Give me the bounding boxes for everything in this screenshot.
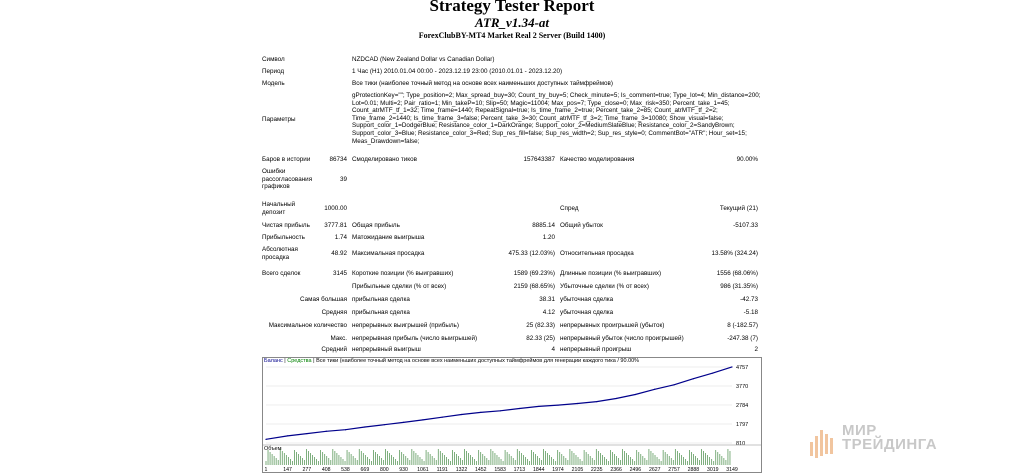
x-tick-label: 2757	[668, 467, 680, 473]
average-loss-value: -5.18	[743, 309, 758, 316]
balance-point	[519, 408, 520, 409]
y-tick-label: 3770	[736, 384, 749, 391]
period-label: Период	[262, 68, 285, 75]
bars-label: Баров в истории	[262, 156, 311, 163]
short-label: Короткие позиции (% выигравших)	[352, 270, 454, 277]
symbol-label: Символ	[262, 56, 285, 63]
balance-point	[673, 384, 674, 385]
maxcount-losses-label: непрерывных проигрышей (убыток)	[560, 322, 665, 329]
balance-point	[635, 394, 636, 395]
spread-value: Текущий (21)	[719, 205, 758, 212]
x-tick-label: 2366	[610, 467, 622, 473]
balance-point	[693, 378, 694, 379]
grossloss-label: Общий убыток	[560, 222, 603, 229]
balance-point	[712, 373, 713, 374]
short-value: 1589 (69.23%)	[513, 270, 555, 277]
balance-point	[538, 406, 539, 407]
params-label: Параметры	[262, 116, 296, 123]
maxdd-value: 475.33 (12.03%)	[508, 250, 555, 257]
balance-point	[265, 439, 266, 440]
x-tick-label: 538	[341, 467, 350, 473]
long-value: 1556 (68.06%)	[716, 270, 758, 277]
balance-point	[403, 422, 404, 423]
avg-losses-label: непрерывный проигрыш	[560, 346, 632, 353]
quality-value: 90.00%	[736, 156, 758, 163]
x-tick-label: 3149	[726, 467, 738, 473]
x-tick-label: 277	[302, 467, 312, 473]
x-tick-label: 800	[379, 467, 389, 473]
balance-point	[306, 433, 307, 434]
x-tick-label: 2235	[590, 467, 603, 473]
x-tick-label: 3019	[706, 467, 719, 473]
x-tick-label: 2105	[571, 467, 584, 473]
balance-point	[596, 401, 597, 402]
balance-point	[461, 414, 462, 415]
largest-loss-label: убыточная сделка	[560, 296, 614, 303]
balance-point	[731, 366, 732, 367]
balance-point	[287, 435, 288, 436]
trades-value: 3145	[332, 270, 347, 277]
grossprofit-value: 8885.14	[532, 222, 555, 229]
largest-profit-label: прибыльная сделка	[352, 296, 410, 303]
max-wins-label: непрерывная прибыль (число выигрышей)	[352, 335, 478, 342]
balance-line	[266, 367, 732, 439]
volume-label: Объем	[264, 446, 282, 452]
grossprofit-label: Общая прибыль	[352, 222, 400, 229]
x-tick-label: 1	[264, 467, 268, 473]
server-name: ForexClubBY-MT4 Market Real 2 Server (Build 1400)	[418, 31, 606, 40]
balance-point	[345, 429, 346, 430]
model-value: Все тики (наиболее точный метод на основе всех наименьших доступных таймфреймов)	[352, 80, 613, 87]
x-tick-label: 1974	[552, 467, 564, 473]
largest-profit-value: 38.31	[539, 296, 555, 303]
ticks-label: Смоделировано тиков	[352, 156, 417, 163]
profit-trades-value: 2159 (68.65%)	[513, 283, 555, 290]
x-tick-label: 930	[399, 467, 408, 473]
loss-trades-value: 986 (31.35%)	[720, 283, 758, 290]
balance-point	[577, 403, 578, 404]
avg-label: Средний	[321, 346, 347, 353]
y-tick-label: 2784	[736, 402, 749, 409]
x-tick-label: 1061	[417, 467, 429, 473]
deposit-value: 1000.00	[324, 205, 347, 212]
balance-point	[422, 419, 423, 420]
max-losses-label: непрерывный убыток (число проигрышей)	[560, 335, 684, 342]
maxcount-losses-value: 8 (-182.57)	[727, 322, 758, 329]
logo-candles-icon	[808, 424, 840, 464]
deposit-label: Начальный депозит	[262, 201, 296, 216]
balance-point	[500, 410, 501, 411]
expert-name: ATR_v1.34-at	[474, 15, 550, 30]
largest-loss-value: -42.73	[740, 296, 758, 303]
x-tick-label: 2888	[687, 467, 700, 473]
spread-label: Спред	[560, 205, 579, 212]
absdd-value: 48.92	[331, 250, 347, 257]
chart-legend: Баланс | Средства | Все тики (наиболее точный метод на основе всех наименьших доступных таймфреймов для генерации каждого тика / 90.00%	[264, 358, 640, 364]
report-title: Strategy Tester Report	[429, 0, 595, 15]
x-tick-label: 2496	[629, 467, 642, 473]
balance-point	[442, 417, 443, 418]
trades-label: Всего сделок	[262, 270, 301, 277]
balance-point	[364, 426, 365, 427]
profit-trades-label: Прибыльные сделки (% от всех)	[352, 283, 447, 290]
balance-point	[326, 431, 327, 432]
x-tick-label: 1844	[533, 467, 545, 473]
ticks-value: 157643387	[523, 156, 555, 163]
long-label: Длинные позиции (% выигравших)	[560, 270, 662, 277]
logo-line-1: МИР	[842, 422, 877, 439]
avg-wins-label: непрерывный выигрыш	[352, 346, 421, 353]
balance-point	[384, 424, 385, 425]
max-wins-value: 82.33 (25)	[526, 335, 555, 342]
errors-value: 39	[339, 176, 347, 183]
maxcount-wins-value: 25 (82.33)	[526, 322, 555, 329]
expect-label: Матожидание выигрыша	[352, 234, 425, 241]
legend-balance: Баланс	[264, 358, 283, 364]
loss-trades-label: Убыточные сделки (% от всех)	[560, 283, 649, 290]
x-tick-label: 669	[360, 467, 370, 473]
netprofit-value: 3777.81	[324, 222, 347, 229]
pf-label: Прибыльность	[262, 234, 305, 241]
x-tick-label: 2627	[648, 467, 661, 473]
balance-point	[480, 412, 481, 413]
params-value: gProtectionKey=""; Type_position=2; Max_spread_buy=30; Count_try_buy=5; Check_minute=5; Is_comment=true; Type_lot=4; Min_distance=200; Lot=0.01; Multi=2; Pair_ratio=1; Min_takeP=10; Slip=50; Magic=11004; Max_pos=7; Type_close=0; Max_risk=350; Percent_take_1=45; Count_atrMTF_tf_1=32; Time_frame=1440; RepeatSignal=true; Is_time_frame_2=true; Percent_take_2=85; Count_atrMTF_tf_2=2; Time_frame_2=1440; Is_time_frame_3=false; Percent_take_3=30; Count_atrMTF_tf_3=2; Time_frame_3=10080; Show_visual=false; Support_color_1=DodgerBlue; Resistance_color_1=DarkOrange; Support_color_2=MediumSlateBlue; Resistance_color_2=SandyBrown; Support_color_3=Blue; Resistance_color_3=Red; Sup_res_fill=false; Sup_res_width=2; Sup_res_style=0; CommentBot="ATR"; Hour_set=15; Meas_Drawdown=false;	[352, 92, 761, 145]
average-loss-label: убыточная сделка	[560, 309, 614, 316]
avg-losses-value: 2	[754, 346, 758, 353]
x-tick-label: 147	[283, 467, 292, 473]
expect-value: 1.20	[542, 234, 555, 241]
y-tick-label: 4757	[736, 365, 749, 371]
absdd-label: Абсолютная просадка	[262, 246, 298, 261]
average-label: Средняя	[321, 309, 347, 316]
netprofit-label: Чистая прибыль	[262, 222, 310, 229]
largest-label: Самая большая	[300, 296, 347, 303]
avg-wins-value: 4	[551, 346, 555, 353]
logo-text	[842, 424, 937, 452]
x-tick-label: 1191	[436, 467, 448, 473]
x-tick-label: 1452	[475, 467, 487, 473]
bars-value: 86734	[329, 156, 347, 163]
maxcount-wins-label: непрерывных выигрышей (прибыль)	[352, 322, 459, 329]
symbol-value: NZDCAD (New Zealand Dollar vs Canadian Dollar)	[352, 56, 495, 63]
max-losses-value: -247.38 (7)	[727, 335, 758, 342]
reldd-label: Относительная просадка	[560, 250, 634, 257]
balance-point	[654, 389, 655, 390]
x-tick-label: 408	[321, 467, 331, 473]
legend-equity: Средства	[287, 358, 312, 364]
logo-line-2: ТРЕЙДИНГА	[842, 436, 938, 453]
y-tick-label: 810	[736, 441, 746, 447]
max-label: Макс.	[330, 335, 347, 342]
grossloss-value: -5107.33	[733, 222, 758, 229]
pf-value: 1.74	[334, 234, 347, 241]
errors-label: Ошибки рассогласования графиков	[262, 168, 313, 191]
average-profit-value: 4.12	[542, 309, 555, 316]
average-profit-label: прибыльная сделка	[352, 309, 410, 316]
reldd-value: 13.58% (324.24)	[711, 250, 758, 257]
balance-point	[557, 404, 558, 405]
x-tick-label: 1322	[455, 467, 468, 473]
x-tick-label: 1583	[494, 467, 506, 473]
model-label: Модель	[262, 80, 285, 87]
quality-label: Качество моделирования	[560, 156, 635, 163]
balance-chart-plot	[262, 357, 762, 473]
period-value: 1 Час (H1) 2010.01.04 00:00 - 2023.12.19 23:00 (2010.01.01 - 2023.12.20)	[352, 68, 563, 75]
y-tick-label: 1797	[736, 421, 749, 428]
legend-description: Все тики (наиболее точный метод на основе всех наименьших доступных таймфреймов для генерации каждого тика / 90.00%	[316, 358, 640, 364]
maxdd-label: Максимальная просадка	[352, 250, 425, 257]
maxcount-label: Максимальное количество	[268, 322, 347, 329]
balance-point	[615, 398, 616, 399]
x-tick-label: 1713	[513, 467, 526, 473]
